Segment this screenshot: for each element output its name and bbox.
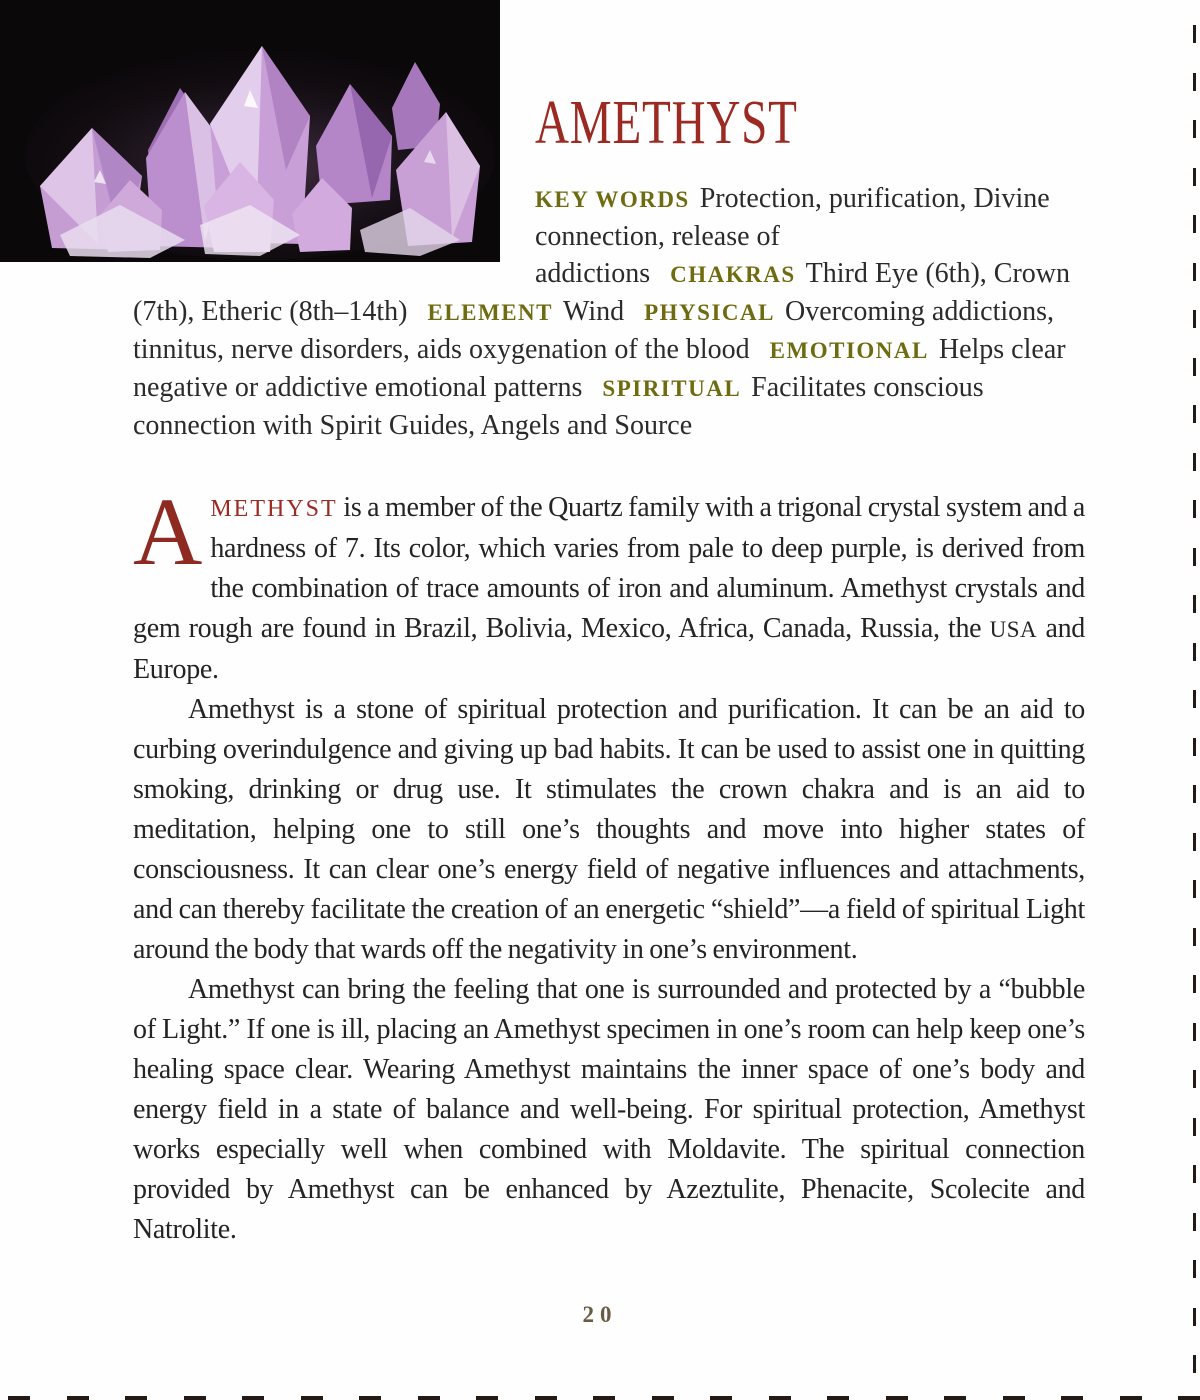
page-edge-tick-bottom — [67, 1396, 89, 1400]
page-edge-tick-right — [1193, 453, 1196, 471]
page-edge-tick-right — [1193, 1023, 1196, 1041]
page-edge-tick-right — [1193, 880, 1196, 898]
lead-small-caps: METHYST — [210, 496, 338, 522]
spiritual-value: Facilitates conscious connection with Spirit Guides, Angels and Source — [133, 372, 984, 441]
page-edge-tick-right — [1193, 263, 1196, 281]
page-edge-tick-bottom — [886, 1396, 908, 1400]
page-edge-tick-bottom — [1061, 1396, 1083, 1400]
page-edge-tick-right — [1193, 643, 1196, 661]
page-edge-tick-right — [1193, 1165, 1196, 1183]
paragraph-1 — [133, 478, 1086, 690]
amethyst-crystal-graphic — [0, 0, 500, 262]
page-edge-tick-right — [1193, 500, 1196, 518]
page-edge-tick-right — [1193, 928, 1196, 946]
page-edge-tick-right — [1193, 1070, 1196, 1088]
paragraph-1-text-end: and Europe. — [133, 613, 1086, 685]
label-key-words: KEY WORDS — [535, 187, 690, 212]
page-edge-tick-bottom — [1178, 1396, 1200, 1400]
page-content — [133, 0, 1085, 1250]
page-edge-tick-right — [1193, 168, 1196, 186]
physical-value: Overcoming addictions, tinnitus, nerve disorders, aids oxygenation of the blood — [133, 296, 1055, 365]
page-edge-tick-right — [1193, 1308, 1196, 1326]
page-edge-tick-right — [1193, 215, 1196, 233]
page-edge-tick-bottom — [827, 1396, 849, 1400]
paragraph-2: Amethyst is a stone of spiritual protection and purification. It can be an aid to curbing overindulgence and giving up bad habits. It can be used to assist one in quitting smoking, drinking or drug use. It stimulates the crown chakra and is an aid to meditation, helping one to still one’s thoughts and move into higher states of consciousness. It can clear one’s energy field of negative influences and attachments, and can thereby facilitate the creation of an energetic “shield”—a field of spiritual Light around the body that wards off the negativity in one’s environment. — [133, 694, 1085, 965]
page-edge-tick-bottom — [769, 1396, 791, 1400]
page-edge-tick-bottom — [535, 1396, 557, 1400]
page-edge-tick-right — [1193, 738, 1196, 756]
label-physical: PHYSICAL — [644, 300, 775, 325]
page-number: 20 — [582, 1302, 618, 1327]
label-emotional: EMOTIONAL — [769, 338, 929, 363]
page-edge-tick-bottom — [1003, 1396, 1025, 1400]
page-edge-tick-bottom — [1120, 1396, 1142, 1400]
page-edge-tick-bottom — [710, 1396, 732, 1400]
page-edge-tick-right — [1193, 690, 1196, 708]
page-edge-tick-bottom — [184, 1396, 206, 1400]
page-edge-tick-bottom — [301, 1396, 323, 1400]
paragraph-1-text: is a member of the Quartz family with a trigonal crystal system and a hardness of 7. Its color, which varies from pale to deep purple, is derived from the combination of trace amounts of iron and aluminum. Amethyst crystals and gem rough are found in Brazil, Bolivia, Mexico, Africa, Canada, Russia, the — [133, 492, 1085, 644]
page-edge-tick-right — [1193, 358, 1196, 376]
paragraph-3: Amethyst can bring the feeling that one is surrounded and protected by a “bubble of Light.” If one is ill, placing an Amethyst specimen in one’s room can help keep one’s healing space clear. Wearing Amethyst maintains the inner space of one’s body and energy field in a state of balance and well-being. For spiritual protection, Amethyst works especially well when combined with Moldavite. The spiritual connection provided by Amethyst can be enhanced by Azeztulite, Phenacite, Scolecite and Natrolite. — [133, 974, 1085, 1245]
key-words-value: Protection, purification, Divine connection, release of addictions — [535, 183, 1050, 289]
page-edge-tick-right — [1193, 1213, 1196, 1231]
page-edge-tick-right — [1193, 1355, 1196, 1373]
page-edge-tick-bottom — [944, 1396, 966, 1400]
label-spiritual: SPIRITUAL — [602, 376, 742, 401]
page-edge-tick-bottom — [242, 1396, 264, 1400]
page-edge-tick-right — [1193, 310, 1196, 328]
drop-cap: A — [133, 478, 203, 585]
page-edge-tick-right — [1193, 595, 1196, 613]
page-edge-tick-right — [1193, 833, 1196, 851]
chakras-value: Third Eye (6th), Crown (7th), Etheric (8th–14th) — [133, 258, 1070, 327]
page-edge-tick-right — [1193, 785, 1196, 803]
page-edge-tick-bottom — [593, 1396, 615, 1400]
page-edge-tick-right — [1193, 405, 1196, 423]
page-title-text: AMETHYST — [535, 89, 798, 157]
page-edge-tick-bottom — [652, 1396, 674, 1400]
page-edge-tick-right — [1193, 120, 1196, 138]
page-edge-tick-right — [1193, 975, 1196, 993]
usa-small-caps: USA — [989, 617, 1038, 642]
page-edge-tick-right — [1193, 1118, 1196, 1136]
page-edge-tick-right — [1193, 1260, 1196, 1278]
page-edge-tick-bottom — [359, 1396, 381, 1400]
page-edge-tick-bottom — [125, 1396, 147, 1400]
label-element: ELEMENT — [427, 300, 554, 325]
page-edge-tick-bottom — [8, 1396, 30, 1400]
page-edge-tick-bottom — [418, 1396, 440, 1400]
emotional-value: Helps clear negative or addictive emotional patterns — [133, 334, 1066, 403]
page-edge-tick-bottom — [476, 1396, 498, 1400]
amethyst-photo — [0, 0, 500, 262]
label-chakras: CHAKRAS — [670, 262, 796, 287]
element-value: Wind — [563, 296, 625, 327]
page-edge-tick-right — [1193, 25, 1196, 43]
page-edge-tick-right — [1193, 548, 1196, 566]
page-edge-tick-right — [1193, 73, 1196, 91]
